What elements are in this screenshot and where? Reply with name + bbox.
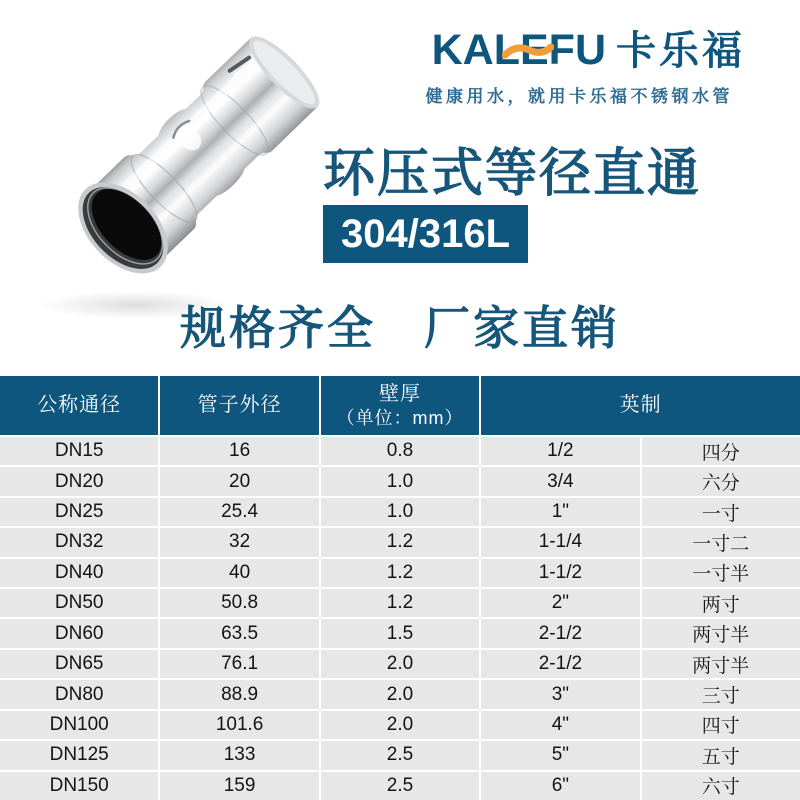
table-cell: 25.4 — [160, 498, 318, 526]
table-cell: 5" — [481, 741, 639, 769]
table-cell: DN65 — [0, 650, 158, 678]
table-cell: 两寸半 — [642, 619, 800, 647]
table-cell: 6" — [481, 772, 639, 800]
table-row — [0, 589, 800, 617]
table-row — [0, 741, 800, 769]
table-cell: 133 — [160, 741, 318, 769]
table-cell: 三寸 — [642, 680, 800, 708]
table-cell: 五寸 — [642, 741, 800, 769]
table-cell: 1" — [481, 498, 639, 526]
subtitle-left: 规格齐全 — [180, 302, 376, 354]
table-cell: 2.0 — [321, 680, 479, 708]
table-cell: DN150 — [0, 772, 158, 800]
table-cell: 40 — [160, 559, 318, 587]
table-cell: 两寸 — [642, 589, 800, 617]
table-cell: 1.2 — [321, 589, 479, 617]
table-cell: DN80 — [0, 680, 158, 708]
table-cell: DN125 — [0, 741, 158, 769]
table-cell: 1.5 — [321, 619, 479, 647]
table-cell: 0.8 — [321, 437, 479, 465]
table-cell: 一寸半 — [642, 559, 800, 587]
brand-block — [426, 28, 746, 107]
header-label: 英制 — [619, 394, 662, 416]
product-photo — [25, 0, 355, 330]
table-row — [0, 559, 800, 587]
table-cell: DN100 — [0, 711, 158, 739]
table-cell: 3/4 — [481, 467, 639, 495]
table-cell: 六寸 — [642, 772, 800, 800]
table-cell: DN40 — [0, 559, 158, 587]
table-cell: 一寸二 — [642, 528, 800, 556]
table-cell: DN20 — [0, 467, 158, 495]
table-body — [0, 437, 800, 800]
table-cell: 四分 — [642, 437, 800, 465]
table-row — [0, 498, 800, 526]
table-cell: 4" — [481, 711, 639, 739]
header-cell-dn — [0, 376, 158, 435]
product-title: 环压式等径直通 — [323, 145, 702, 203]
table-cell: DN32 — [0, 528, 158, 556]
header-sublabel: （单位：mm） — [336, 407, 464, 428]
table-row — [0, 711, 800, 739]
logo-text-cn: 卡乐福 — [616, 29, 745, 73]
header-cell-wall — [321, 376, 479, 435]
header-label: 管子外径 — [197, 394, 282, 416]
pipe-coupling-illustration — [25, 0, 355, 330]
table-cell: 2.0 — [321, 711, 479, 739]
logo-letter-e — [520, 28, 549, 73]
table-cell: 3" — [481, 680, 639, 708]
table-cell: 159 — [160, 772, 318, 800]
spec-table — [0, 376, 800, 800]
table-row — [0, 650, 800, 678]
table-row — [0, 619, 800, 647]
subtitle-right: 厂家直销 — [424, 302, 620, 354]
table-cell: 2.0 — [321, 650, 479, 678]
header-label: 公称通径 — [37, 394, 122, 416]
header-label: 壁厚 — [378, 382, 421, 405]
logo-e-glyph: E — [519, 26, 549, 74]
table-header — [0, 376, 800, 435]
table-cell: 2.5 — [321, 772, 479, 800]
logo-text-kal: KAL — [431, 26, 520, 74]
table-cell: 101.6 — [160, 711, 318, 739]
table-cell: 76.1 — [160, 650, 318, 678]
table-cell: DN15 — [0, 437, 158, 465]
table-cell: DN25 — [0, 498, 158, 526]
table-cell: 20 — [160, 467, 318, 495]
table-cell: 16 — [160, 437, 318, 465]
table-cell: 88.9 — [160, 680, 318, 708]
header-cell-imperial — [481, 376, 800, 435]
table-cell: 32 — [160, 528, 318, 556]
table-cell: 1.2 — [321, 528, 479, 556]
table-cell: 2.5 — [321, 741, 479, 769]
table-cell: 1-1/4 — [481, 528, 639, 556]
table-cell: DN60 — [0, 619, 158, 647]
table-cell: 1.0 — [321, 498, 479, 526]
logo-text-fu: FU — [548, 26, 606, 74]
brand-tagline: 健康用水，就用卡乐福不锈钢水管 — [425, 87, 733, 107]
table-row — [0, 772, 800, 800]
material-badge: 304/316L — [323, 205, 528, 263]
table-cell: 50.8 — [160, 589, 318, 617]
table-cell: 四寸 — [642, 711, 800, 739]
table-cell: DN50 — [0, 589, 158, 617]
table-cell: 63.5 — [160, 619, 318, 647]
table-cell: 一寸 — [642, 498, 800, 526]
table-cell: 六分 — [642, 467, 800, 495]
table-cell: 1.0 — [321, 467, 479, 495]
table-row — [0, 680, 800, 708]
brand-logo — [426, 28, 746, 73]
table-cell: 1/2 — [481, 437, 639, 465]
table-cell: 2" — [481, 589, 639, 617]
table-cell: 2-1/2 — [481, 650, 639, 678]
table-row — [0, 467, 800, 495]
table-cell: 1.2 — [321, 559, 479, 587]
table-cell: 两寸半 — [642, 650, 800, 678]
header-cell-od — [160, 376, 318, 435]
orange-swoosh-icon — [502, 42, 554, 60]
product-subtitle — [0, 292, 800, 358]
table-row — [0, 437, 800, 465]
table-cell: 2-1/2 — [481, 619, 639, 647]
table-cell: 1-1/2 — [481, 559, 639, 587]
table-row — [0, 528, 800, 556]
